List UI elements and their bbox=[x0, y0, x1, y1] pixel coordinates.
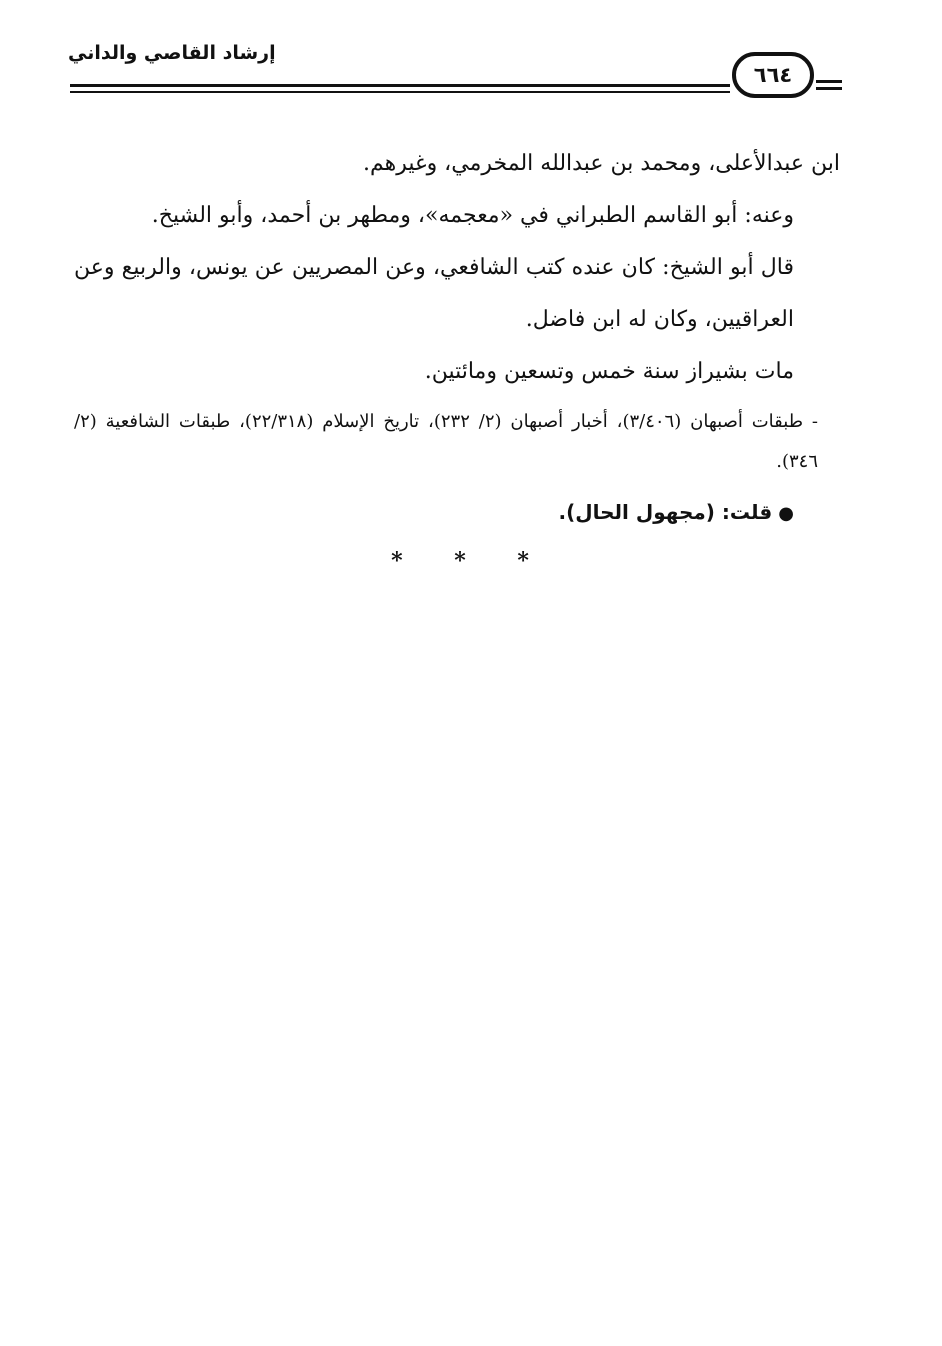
running-book-title: إرشاد القاصي والداني bbox=[68, 42, 276, 64]
section-separator: * * * bbox=[391, 548, 551, 574]
page-number-badge: ٦٦٤ bbox=[732, 52, 814, 98]
header-rule-right-lower bbox=[816, 87, 842, 90]
main-text bbox=[74, 138, 840, 540]
page-header bbox=[60, 34, 842, 104]
header-rule-thick bbox=[70, 84, 730, 87]
verdict-line bbox=[74, 486, 840, 540]
text-line-abu-shaykh-quote: قال أبو الشيخ: كان عنده كتب الشافعي، وعن المصريين عن يونس، والربيع وعن العراقيين، وكان له ابن فاضل. bbox=[74, 255, 794, 332]
header-rule-right-upper bbox=[816, 80, 842, 83]
text-line-death: مات بشيراز سنة خمس وتسعين ومائتين. bbox=[424, 359, 794, 384]
references-list: - طبقات أصبهان (٣/٤٠٦)، أخبار أصبهان (٢/ ٢٣٢)، تاريخ الإسلام (٢٢/٣١٨)، طبقات الشافعية (٢/ ٣٤٦). bbox=[74, 411, 818, 472]
text-line-students: وعنه: أبو القاسم الطبراني في «معجمه»، ومطهر بن أحمد، وأبو الشيخ. bbox=[151, 203, 794, 228]
black-circle-bullet-icon: ● bbox=[778, 503, 794, 524]
text-line-teachers: ابن عبدالأعلى، ومحمد بن عبدالله المخرمي، وغيرهم. bbox=[363, 151, 840, 176]
header-rule-thin bbox=[70, 91, 730, 93]
verdict-text: قلت: (مجهول الحال). bbox=[558, 500, 773, 524]
